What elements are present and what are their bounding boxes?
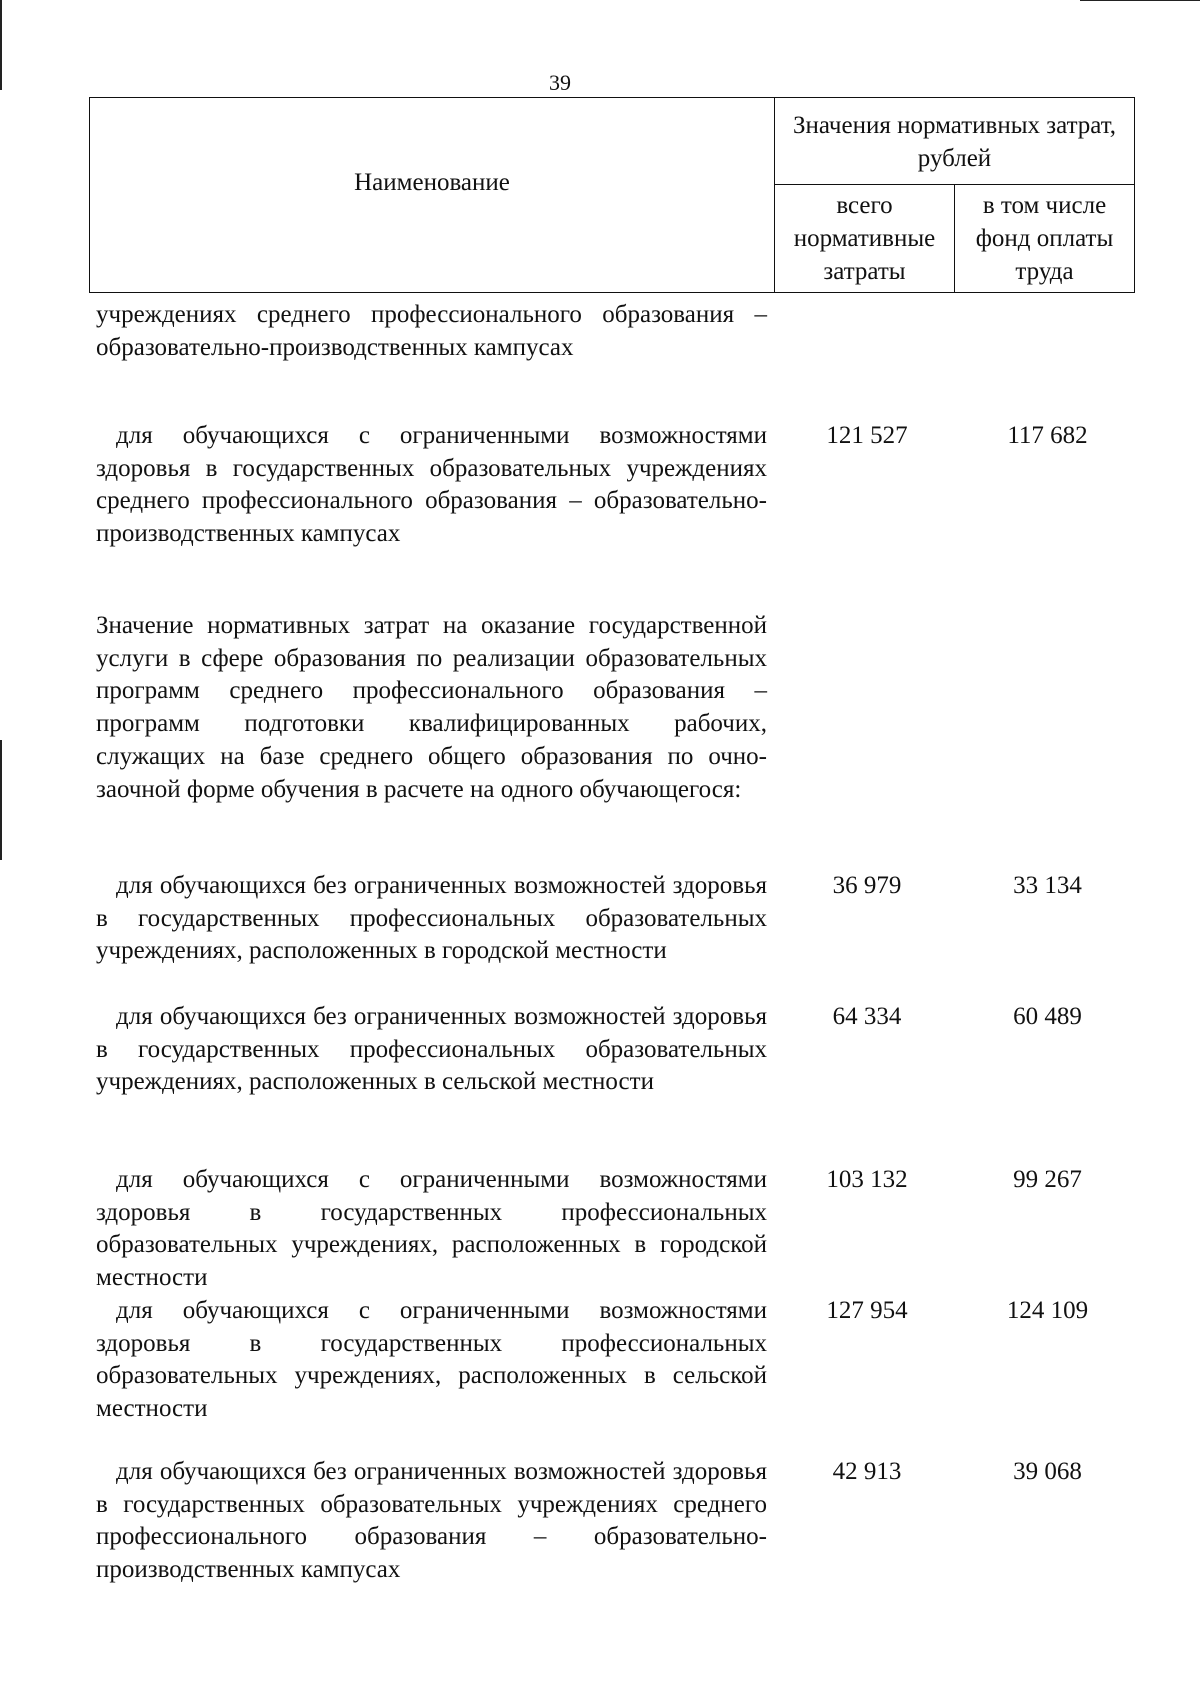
row-description: для обучающихся без ограниченных возможностей здоровья в государственных профессиональных образовательных учреждениях, расположенных в сельской местности	[96, 1003, 767, 1096]
wage-fund-column-header: в том числе фонд оплаты труда	[955, 185, 1135, 293]
table-header	[89, 97, 1135, 293]
row-total-value: 36 979	[832, 872, 902, 899]
row-wage-value: 39 068	[1013, 1458, 1082, 1485]
row-wage-value: 33 134	[1013, 872, 1082, 899]
page-number: 39	[549, 70, 571, 95]
row-description: для обучающихся без ограниченных возможностей здоровья в государственных профессиональных образовательных учреждениях, расположенных в городской местности	[96, 872, 767, 965]
total-costs-column-header: всего нормативные затраты	[775, 185, 955, 293]
normative-costs-group-header: Значения нормативных затрат, рублей	[775, 98, 1135, 185]
row-description: учреждениях среднего профессионального образования – образовательно-производственных кампусах	[96, 301, 767, 361]
row-wage-value: 124 109	[1006, 1297, 1089, 1324]
scan-edge-mark	[1080, 0, 1200, 1]
row-wage-value: 60 489	[1013, 1003, 1082, 1030]
row-total-value: 121 527	[826, 422, 908, 449]
row-description: для обучающихся с ограниченными возможностями здоровья в государственных профессиональных образовательных учреждениях, расположенных в городской местности	[96, 1166, 767, 1292]
name-column-header: Наименование	[90, 98, 775, 293]
row-total-value: 42 913	[832, 1458, 902, 1485]
row-total-value: 64 334	[832, 1003, 902, 1030]
row-total-value: 127 954	[826, 1297, 908, 1324]
scan-edge-mark	[0, 0, 2, 90]
row-description: для обучающихся с ограниченными возможностями здоровья в государственных образовательных учреждениях среднего профессионального образования – образовательно-производственных кампусах	[96, 422, 767, 548]
row-total-value: 103 132	[826, 1166, 908, 1193]
row-description: для обучающихся с ограниченными возможностями здоровья в государственных профессиональных образовательных учреждениях, расположенных в сельской местности	[96, 1297, 767, 1423]
scan-edge-mark	[0, 740, 2, 860]
row-description: для обучающихся без ограниченных возможностей здоровья в государственных образовательных учреждениях среднего профессионального образования – образовательно-производственных кампусах	[96, 1458, 767, 1584]
row-wage-value: 117 682	[1007, 422, 1088, 449]
row-description: Значение нормативных затрат на оказание государственной услуги в сфере образования по реализации образовательных программ среднего профессионального образования – программ подготовки квалифицированных рабочих, служащих на базе среднего общего образования по очно-заочной форме обучения в расчете на одного обучающегося:	[96, 612, 767, 803]
row-wage-value: 99 267	[1013, 1166, 1082, 1193]
